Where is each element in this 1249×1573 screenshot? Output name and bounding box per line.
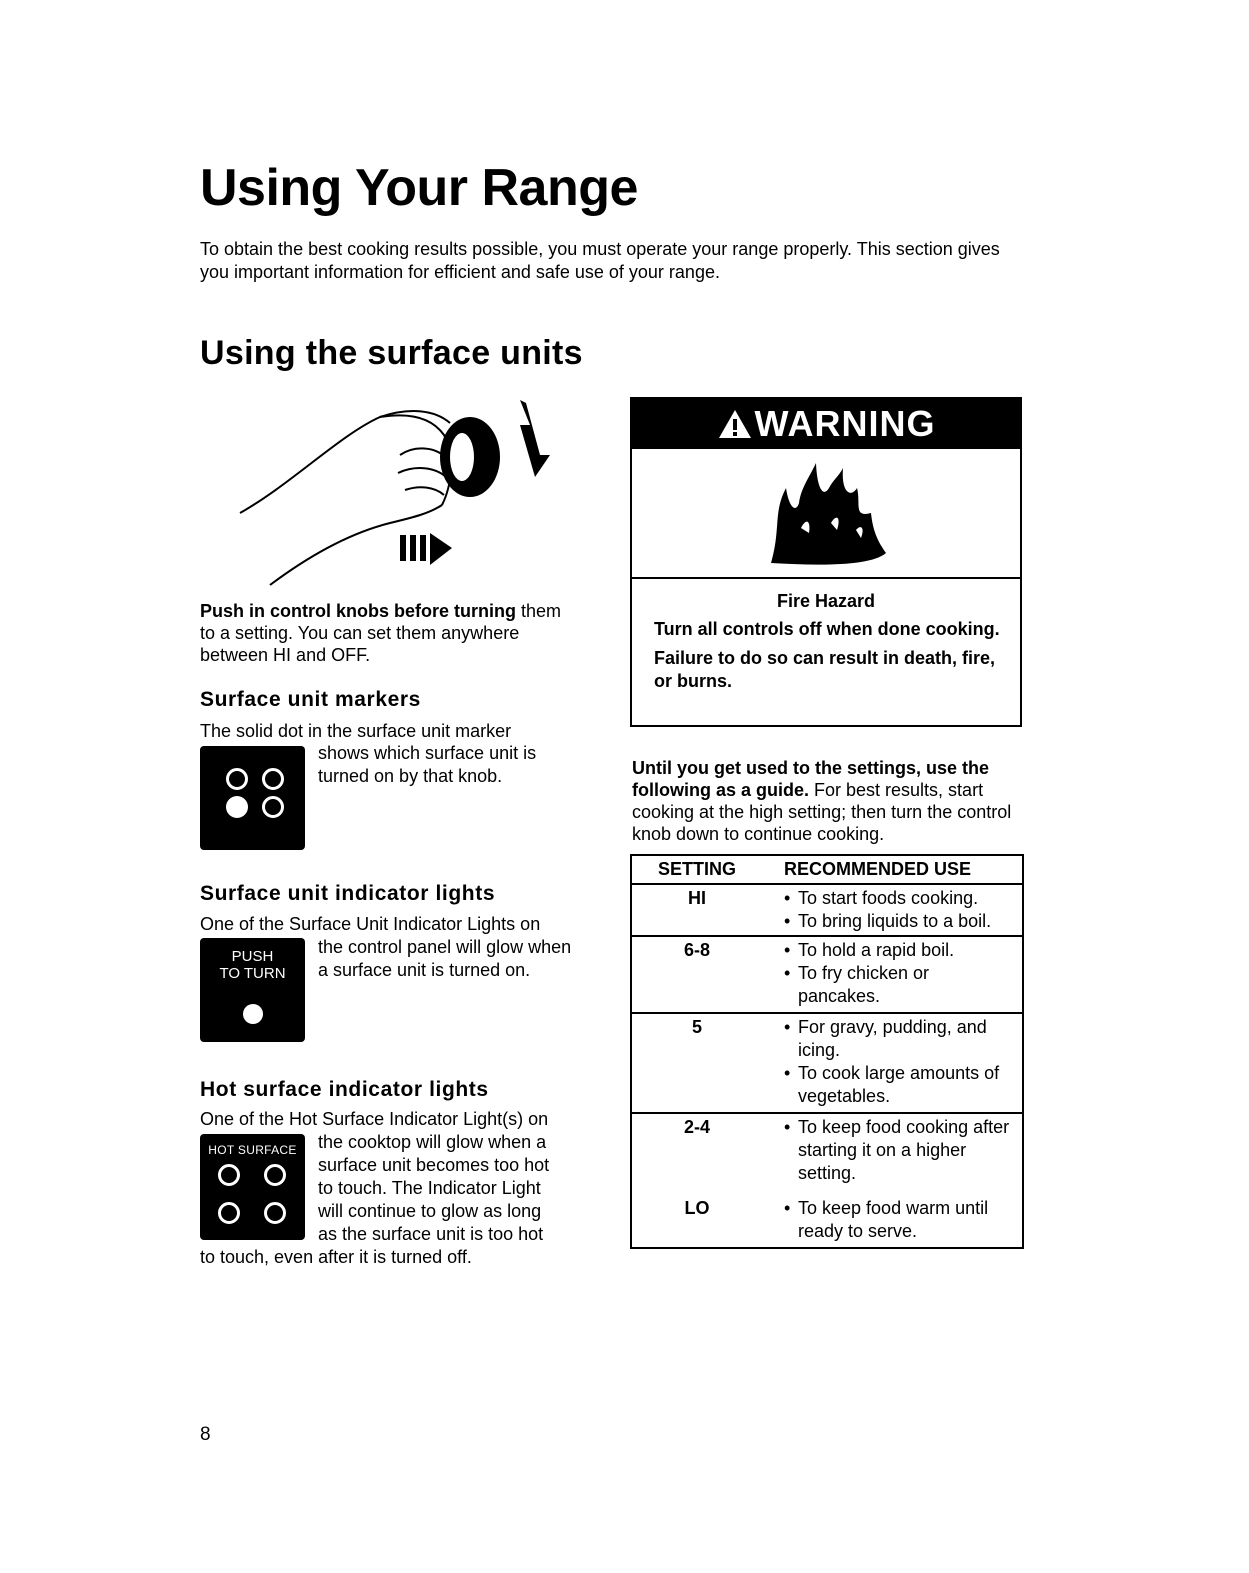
use-item: • To start foods cooking. (784, 887, 1016, 910)
empty-dot-icon (264, 1164, 286, 1186)
hot-text-line7: to touch, even after it is turned off. (200, 1247, 472, 1267)
warning-triangle-icon (717, 408, 753, 440)
recommended-use (762, 884, 1022, 936)
hot-text-line4: to touch. The Indicator Light (318, 1178, 541, 1198)
setting-column-header: SETTING (657, 859, 736, 879)
recommended-use (762, 1013, 1022, 1113)
fire-icon (761, 458, 891, 568)
indicator-text-line3: a surface unit is turned on. (318, 960, 531, 980)
hot-surface-indicator-icon (200, 1134, 305, 1240)
use-item: • To hold a rapid boil. (784, 939, 1016, 962)
recommended-use (762, 1189, 1022, 1247)
use-item: • For gravy, pudding, and icing. (784, 1016, 1016, 1062)
use-item: • To keep food warm until ready to serve. (784, 1197, 1016, 1243)
hot-text-line3: surface unit becomes too hot (318, 1155, 550, 1175)
settings-table (630, 854, 1024, 1249)
markers-text-line1: The solid dot in the surface unit marker (200, 721, 512, 741)
setting-value: 5 (632, 1013, 762, 1113)
page-number: 8 (200, 1424, 211, 1445)
table-row (632, 884, 1022, 936)
knob-instruction-rest: them (516, 601, 562, 621)
table-row (632, 1013, 1022, 1113)
setting-value: 2-4 (632, 1113, 762, 1189)
intro-text: To obtain the best cooking results possible, you must operate your range properly. This section gives you important information for efficient and safe use of your range. (200, 239, 1000, 282)
markers-heading: Surface unit markers (200, 688, 421, 711)
knob-instruction-line3: between HI and OFF. (200, 645, 371, 665)
table-row (632, 936, 1022, 1013)
guide-text (632, 757, 1022, 845)
warning-header-text: WARNING (754, 403, 936, 444)
setting-value: 6-8 (632, 936, 762, 1013)
indicator-light-icon (243, 1004, 263, 1024)
empty-dot-icon (218, 1164, 240, 1186)
indicator-heading: Surface unit indicator lights (200, 882, 496, 905)
use-item: • To keep food cooking after starting it on a higher setting. (784, 1116, 1016, 1185)
warning-box (630, 397, 1022, 727)
empty-dot-icon (262, 768, 284, 790)
use-item: • To fry chicken or pancakes. (784, 962, 1016, 1008)
indicator-text-line1: One of the Surface Unit Indicator Lights on (200, 914, 541, 934)
hot-text-line6: as the surface unit is too hot (318, 1224, 544, 1244)
use-item: • To bring liquids to a boil. (784, 910, 1016, 933)
empty-dot-icon (226, 768, 248, 790)
warning-line2: Failure to do so can result in death, fire, or burns. (654, 648, 996, 691)
fire-icon-area (632, 449, 1020, 579)
knob-instruction (200, 600, 610, 666)
indicator-text-line2: the control panel will glow when (318, 937, 572, 957)
warning-line1: Turn all controls off when done cooking. (654, 619, 1000, 639)
fire-hazard-label: Fire Hazard (776, 591, 876, 611)
setting-value: LO (684, 1198, 710, 1218)
guide-text-rest: For best results, start cooking at the high setting; then turn the control knob down to continue cooking. (632, 780, 1012, 844)
table-row (632, 1113, 1022, 1189)
push-label: PUSH (231, 948, 274, 965)
hot-surface-label: HOT SURFACE (208, 1143, 297, 1157)
page-title: Using Your Range (200, 159, 638, 217)
settings-table-grid (632, 856, 1022, 1247)
empty-dot-icon (262, 796, 284, 818)
to-turn-label: TO TURN (219, 965, 286, 982)
knob-instruction-bold: Push in control knobs before turning (200, 601, 517, 621)
table-row (632, 1189, 1022, 1247)
recommended-use (762, 936, 1022, 1013)
hot-text-line5: will continue to glow as long (318, 1201, 542, 1221)
use-column-header: RECOMMENDED USE (784, 859, 972, 879)
push-to-turn-indicator-icon (200, 938, 305, 1042)
table-header-row (632, 856, 1022, 884)
hot-heading: Hot surface indicator lights (200, 1078, 489, 1101)
markers-text-line3: turned on by that knob. (318, 766, 503, 786)
hot-text-line1: One of the Hot Surface Indicator Light(s) on (200, 1109, 549, 1129)
hand-turning-knob-illustration (230, 395, 570, 590)
warning-header (632, 399, 1020, 449)
use-item: • To cook large amounts of vegetables. (784, 1062, 1016, 1108)
surface-unit-marker-icon (200, 746, 305, 850)
empty-dot-icon (264, 1202, 286, 1224)
empty-dot-icon (218, 1202, 240, 1224)
hot-text-line2: the cooktop will glow when a (318, 1132, 547, 1152)
solid-dot-icon (226, 796, 248, 818)
knob-instruction-line2: to a setting. You can set them anywhere (200, 623, 520, 643)
recommended-use (762, 1113, 1022, 1189)
markers-text-line2: shows which surface unit is (318, 743, 537, 763)
section-title: Using the surface units (200, 334, 583, 372)
guide-text-bold: Until you get used to the settings, use the following as a guide. (632, 758, 990, 800)
setting-value: HI (632, 884, 762, 936)
